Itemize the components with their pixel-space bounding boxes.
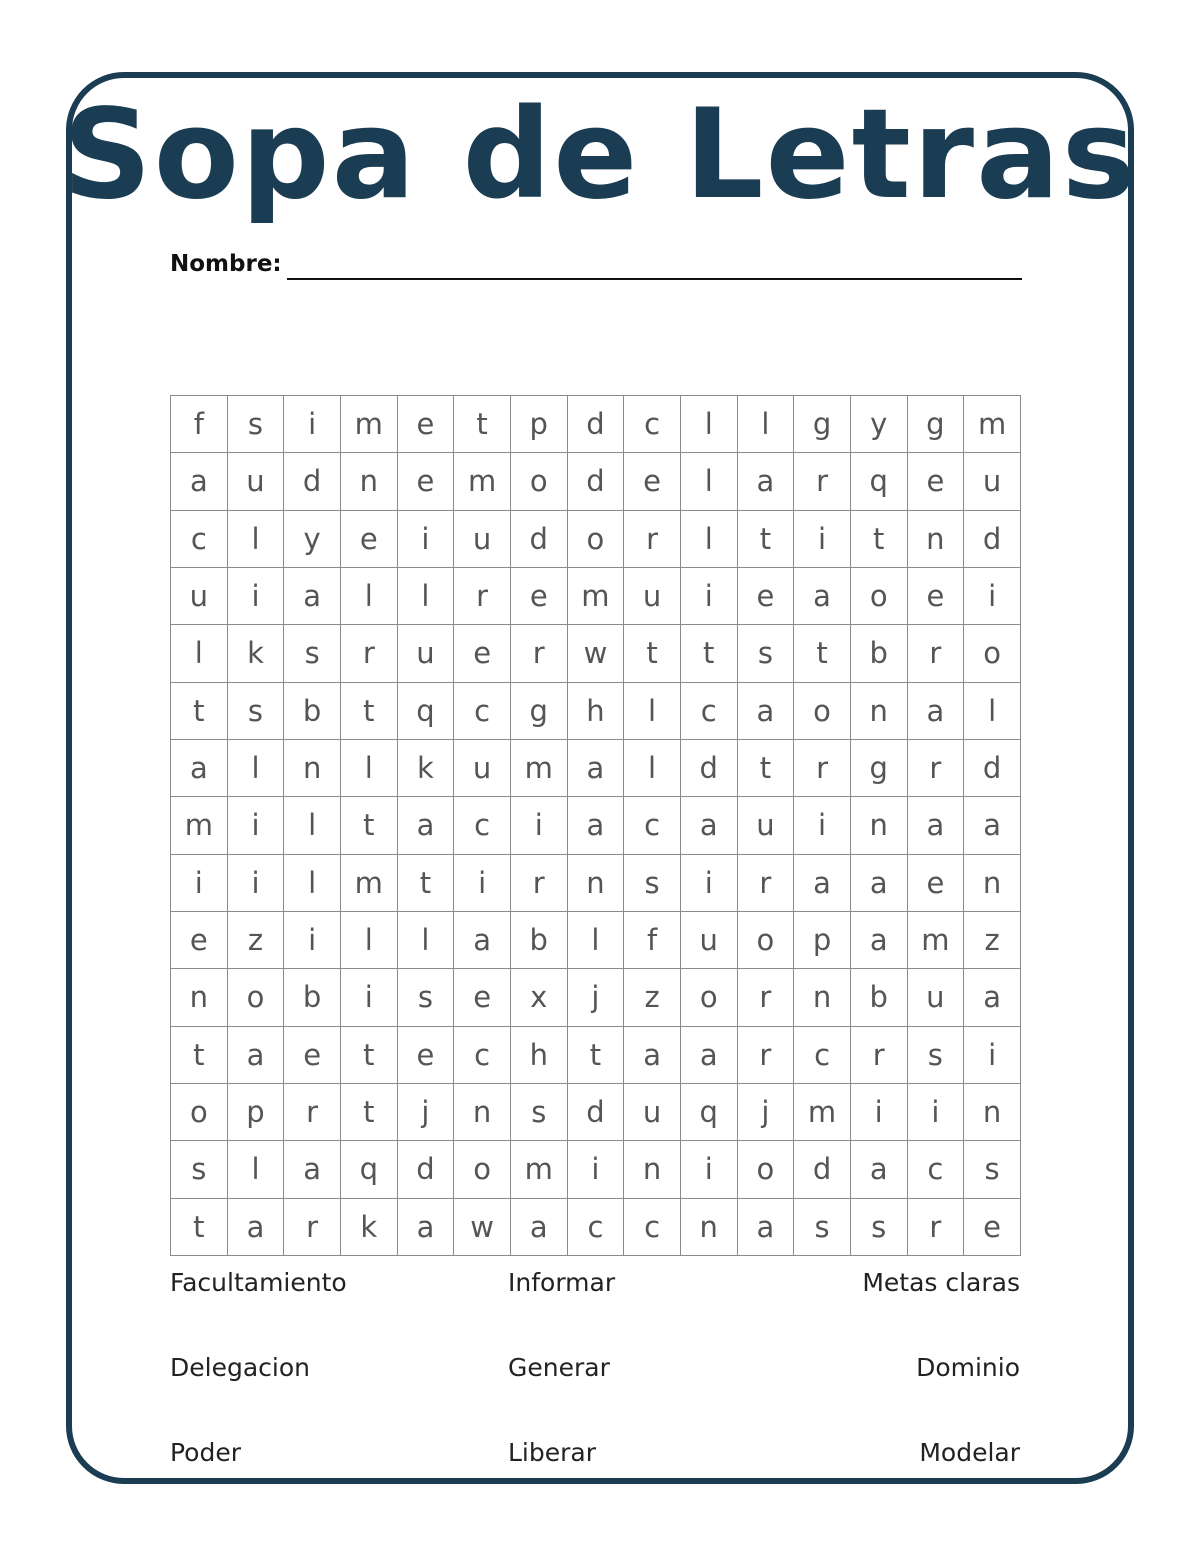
word-item: Facultamiento bbox=[170, 1268, 347, 1297]
grid-cell[interactable]: m bbox=[964, 396, 1021, 453]
grid-cell[interactable]: o bbox=[227, 969, 284, 1026]
word-item: Informar bbox=[508, 1268, 616, 1297]
grid-cell[interactable]: i bbox=[454, 854, 511, 911]
grid-cell[interactable]: a bbox=[397, 797, 454, 854]
grid-cell[interactable]: p bbox=[794, 911, 851, 968]
grid-cell[interactable]: i bbox=[567, 1141, 624, 1198]
grid-cell[interactable]: u bbox=[907, 969, 964, 1026]
word-item: Metas claras bbox=[862, 1268, 1020, 1297]
grid-cell[interactable]: x bbox=[510, 969, 567, 1026]
grid-cell[interactable]: n bbox=[454, 1083, 511, 1140]
grid-cell[interactable]: t bbox=[567, 1026, 624, 1083]
grid-cell[interactable]: d bbox=[567, 453, 624, 510]
grid-cell[interactable]: i bbox=[964, 567, 1021, 624]
grid-cell[interactable]: m bbox=[510, 1141, 567, 1198]
grid-cell[interactable]: b bbox=[284, 682, 341, 739]
grid-row bbox=[171, 739, 1021, 796]
grid-cell[interactable]: r bbox=[907, 739, 964, 796]
grid-cell[interactable]: r bbox=[794, 739, 851, 796]
grid-cell[interactable]: s bbox=[227, 396, 284, 453]
grid-cell[interactable]: i bbox=[171, 854, 228, 911]
grid-cell[interactable]: i bbox=[397, 510, 454, 567]
grid-cell[interactable]: e bbox=[624, 453, 681, 510]
grid-cell[interactable]: e bbox=[907, 567, 964, 624]
grid-cell[interactable]: e bbox=[907, 854, 964, 911]
grid-cell[interactable]: c bbox=[907, 1141, 964, 1198]
grid-cell[interactable]: e bbox=[284, 1026, 341, 1083]
grid-cell[interactable]: a bbox=[284, 1141, 341, 1198]
grid-cell[interactable]: s bbox=[737, 625, 794, 682]
grid-cell[interactable]: d bbox=[567, 396, 624, 453]
grid-cell[interactable]: m bbox=[340, 854, 397, 911]
grid-cell[interactable]: u bbox=[737, 797, 794, 854]
grid-cell[interactable]: s bbox=[171, 1141, 228, 1198]
grid-cell[interactable]: l bbox=[340, 739, 397, 796]
grid-cell[interactable]: m bbox=[907, 911, 964, 968]
grid-cell[interactable]: r bbox=[284, 1198, 341, 1255]
grid-cell[interactable]: l bbox=[624, 682, 681, 739]
grid-row bbox=[171, 854, 1021, 911]
grid-cell[interactable]: l bbox=[567, 911, 624, 968]
word-item: Dominio bbox=[916, 1353, 1020, 1382]
grid-cell[interactable]: m bbox=[567, 567, 624, 624]
grid-cell[interactable]: r bbox=[510, 625, 567, 682]
grid-cell[interactable]: g bbox=[510, 682, 567, 739]
grid-cell[interactable]: l bbox=[171, 625, 228, 682]
grid-cell[interactable]: l bbox=[397, 911, 454, 968]
grid-cell[interactable]: h bbox=[567, 682, 624, 739]
grid-cell[interactable]: w bbox=[567, 625, 624, 682]
grid-cell[interactable]: a bbox=[907, 797, 964, 854]
grid-cell[interactable]: h bbox=[510, 1026, 567, 1083]
grid-cell[interactable]: r bbox=[850, 1026, 907, 1083]
word-item: Delegacion bbox=[170, 1353, 310, 1382]
grid-cell[interactable]: y bbox=[284, 510, 341, 567]
grid-cell[interactable]: a bbox=[737, 682, 794, 739]
grid-cell[interactable]: n bbox=[680, 1198, 737, 1255]
name-input-line[interactable] bbox=[287, 278, 1022, 280]
grid-cell[interactable]: r bbox=[284, 1083, 341, 1140]
grid-cell[interactable]: w bbox=[454, 1198, 511, 1255]
grid-cell[interactable]: c bbox=[624, 797, 681, 854]
grid-cell[interactable]: q bbox=[397, 682, 454, 739]
grid-cell[interactable]: a bbox=[850, 854, 907, 911]
grid-cell[interactable]: a bbox=[171, 739, 228, 796]
grid-cell[interactable]: a bbox=[737, 453, 794, 510]
grid-cell[interactable]: m bbox=[794, 1083, 851, 1140]
grid-cell[interactable]: s bbox=[397, 969, 454, 1026]
word-item: Modelar bbox=[919, 1438, 1020, 1467]
grid-cell[interactable]: i bbox=[680, 1141, 737, 1198]
grid-cell[interactable]: c bbox=[794, 1026, 851, 1083]
grid-cell[interactable]: n bbox=[794, 969, 851, 1026]
grid-cell[interactable]: n bbox=[284, 739, 341, 796]
grid-cell[interactable]: a bbox=[850, 911, 907, 968]
grid-cell[interactable]: k bbox=[397, 739, 454, 796]
grid-cell[interactable]: o bbox=[680, 969, 737, 1026]
grid-cell[interactable]: i bbox=[794, 510, 851, 567]
grid-cell[interactable]: u bbox=[624, 567, 681, 624]
grid-row bbox=[171, 682, 1021, 739]
grid-cell[interactable]: b bbox=[510, 911, 567, 968]
grid-cell[interactable]: i bbox=[340, 969, 397, 1026]
grid-cell[interactable]: n bbox=[340, 453, 397, 510]
grid-cell[interactable]: g bbox=[907, 396, 964, 453]
grid-cell[interactable]: c bbox=[567, 1198, 624, 1255]
grid-row bbox=[171, 625, 1021, 682]
grid-cell[interactable]: o bbox=[794, 682, 851, 739]
grid-cell[interactable]: i bbox=[510, 797, 567, 854]
grid-cell[interactable]: l bbox=[737, 396, 794, 453]
grid-cell[interactable]: u bbox=[171, 567, 228, 624]
grid-cell[interactable]: m bbox=[171, 797, 228, 854]
grid-cell[interactable]: i bbox=[794, 797, 851, 854]
grid-cell[interactable]: j bbox=[567, 969, 624, 1026]
grid-cell[interactable]: k bbox=[227, 625, 284, 682]
grid-cell[interactable]: d bbox=[964, 510, 1021, 567]
grid-cell[interactable]: a bbox=[227, 1026, 284, 1083]
grid-cell[interactable]: a bbox=[964, 969, 1021, 1026]
grid-cell[interactable]: t bbox=[794, 625, 851, 682]
grid-row bbox=[171, 797, 1021, 854]
grid-cell[interactable]: b bbox=[284, 969, 341, 1026]
grid-cell[interactable]: n bbox=[624, 1141, 681, 1198]
grid-cell[interactable]: l bbox=[227, 510, 284, 567]
grid-cell[interactable]: l bbox=[680, 510, 737, 567]
grid-cell[interactable]: i bbox=[850, 1083, 907, 1140]
grid-row bbox=[171, 510, 1021, 567]
grid-cell[interactable]: j bbox=[397, 1083, 454, 1140]
grid-cell[interactable]: r bbox=[907, 1198, 964, 1255]
grid-cell[interactable]: m bbox=[340, 396, 397, 453]
grid-cell[interactable]: t bbox=[171, 1026, 228, 1083]
grid-cell[interactable]: a bbox=[284, 567, 341, 624]
grid-cell[interactable]: d bbox=[964, 739, 1021, 796]
grid-cell[interactable]: t bbox=[454, 396, 511, 453]
grid-cell[interactable]: r bbox=[737, 1026, 794, 1083]
grid-cell[interactable]: l bbox=[227, 739, 284, 796]
grid-cell[interactable]: o bbox=[850, 567, 907, 624]
grid-cell[interactable]: i bbox=[680, 854, 737, 911]
grid-cell[interactable]: n bbox=[964, 1083, 1021, 1140]
grid-cell[interactable]: c bbox=[454, 797, 511, 854]
word-item: Poder bbox=[170, 1438, 242, 1467]
grid-cell[interactable]: d bbox=[284, 453, 341, 510]
grid-cell[interactable]: l bbox=[284, 797, 341, 854]
grid-cell[interactable]: a bbox=[680, 1026, 737, 1083]
grid-cell[interactable]: t bbox=[171, 1198, 228, 1255]
grid-cell[interactable]: n bbox=[964, 854, 1021, 911]
grid-cell[interactable]: t bbox=[680, 625, 737, 682]
grid-cell[interactable]: k bbox=[340, 1198, 397, 1255]
grid-cell[interactable]: t bbox=[737, 739, 794, 796]
grid-cell[interactable]: u bbox=[454, 510, 511, 567]
grid-cell[interactable]: s bbox=[964, 1141, 1021, 1198]
grid-cell[interactable]: i bbox=[964, 1026, 1021, 1083]
grid-cell[interactable]: c bbox=[624, 396, 681, 453]
grid-cell[interactable]: u bbox=[397, 625, 454, 682]
grid-cell[interactable]: e bbox=[907, 453, 964, 510]
grid-cell[interactable]: s bbox=[794, 1198, 851, 1255]
grid-cell[interactable]: n bbox=[171, 969, 228, 1026]
grid-cell[interactable]: e bbox=[340, 510, 397, 567]
grid-cell[interactable]: b bbox=[850, 625, 907, 682]
grid-cell[interactable]: t bbox=[340, 1083, 397, 1140]
grid-row bbox=[171, 911, 1021, 968]
grid-cell[interactable]: d bbox=[680, 739, 737, 796]
grid-cell[interactable]: n bbox=[907, 510, 964, 567]
grid-cell[interactable]: u bbox=[964, 453, 1021, 510]
grid-cell[interactable]: t bbox=[171, 682, 228, 739]
grid-cell[interactable]: d bbox=[567, 1083, 624, 1140]
grid-cell[interactable]: u bbox=[624, 1083, 681, 1140]
grid-cell[interactable]: e bbox=[397, 1026, 454, 1083]
word-list bbox=[170, 1263, 1020, 1473]
grid-cell[interactable]: l bbox=[227, 1141, 284, 1198]
grid-cell[interactable]: r bbox=[794, 453, 851, 510]
page-title: Sopa de Letras bbox=[62, 83, 1138, 227]
grid-cell[interactable]: a bbox=[624, 1026, 681, 1083]
grid-cell[interactable]: a bbox=[454, 911, 511, 968]
grid-cell[interactable]: a bbox=[397, 1198, 454, 1255]
word-item: Liberar bbox=[508, 1438, 597, 1467]
grid-cell[interactable]: z bbox=[964, 911, 1021, 968]
grid-cell[interactable]: c bbox=[454, 1026, 511, 1083]
grid-cell[interactable]: l bbox=[397, 567, 454, 624]
grid-row bbox=[171, 396, 1021, 453]
grid-cell[interactable]: t bbox=[624, 625, 681, 682]
grid-cell[interactable]: i bbox=[680, 567, 737, 624]
grid-cell[interactable]: i bbox=[227, 797, 284, 854]
grid-cell[interactable]: o bbox=[454, 1141, 511, 1198]
grid-cell[interactable]: o bbox=[510, 453, 567, 510]
grid-cell[interactable]: p bbox=[227, 1083, 284, 1140]
grid-cell[interactable]: q bbox=[850, 453, 907, 510]
grid-cell[interactable]: e bbox=[964, 1198, 1021, 1255]
grid-cell[interactable]: l bbox=[680, 453, 737, 510]
grid-cell[interactable]: i bbox=[227, 567, 284, 624]
grid-cell[interactable]: s bbox=[284, 625, 341, 682]
grid-cell[interactable]: a bbox=[794, 854, 851, 911]
grid-cell[interactable]: f bbox=[624, 911, 681, 968]
grid-cell[interactable]: m bbox=[510, 739, 567, 796]
grid-cell[interactable]: a bbox=[567, 797, 624, 854]
grid-cell[interactable]: t bbox=[340, 797, 397, 854]
grid-cell[interactable]: t bbox=[397, 854, 454, 911]
grid-cell[interactable]: a bbox=[567, 739, 624, 796]
grid-cell[interactable]: a bbox=[907, 682, 964, 739]
grid-cell[interactable]: b bbox=[850, 969, 907, 1026]
grid-cell[interactable]: a bbox=[171, 453, 228, 510]
grid-cell[interactable]: i bbox=[284, 911, 341, 968]
grid-cell[interactable]: o bbox=[567, 510, 624, 567]
grid-cell[interactable]: t bbox=[850, 510, 907, 567]
grid-cell[interactable]: a bbox=[737, 1198, 794, 1255]
grid-cell[interactable]: d bbox=[510, 510, 567, 567]
grid-cell[interactable]: e bbox=[397, 453, 454, 510]
grid-cell[interactable]: i bbox=[284, 396, 341, 453]
grid-row bbox=[171, 969, 1021, 1026]
grid-cell[interactable]: l bbox=[624, 739, 681, 796]
grid-cell[interactable]: i bbox=[907, 1083, 964, 1140]
grid-cell[interactable]: r bbox=[340, 625, 397, 682]
grid-row bbox=[171, 1083, 1021, 1140]
grid-cell[interactable]: s bbox=[510, 1083, 567, 1140]
grid-cell[interactable]: g bbox=[850, 739, 907, 796]
grid-cell[interactable]: a bbox=[964, 797, 1021, 854]
grid-cell[interactable]: a bbox=[227, 1198, 284, 1255]
grid-cell[interactable]: l bbox=[964, 682, 1021, 739]
grid-cell[interactable]: z bbox=[227, 911, 284, 968]
grid-cell[interactable]: d bbox=[397, 1141, 454, 1198]
grid-cell[interactable]: z bbox=[624, 969, 681, 1026]
grid-cell[interactable]: c bbox=[624, 1198, 681, 1255]
grid-cell[interactable]: a bbox=[510, 1198, 567, 1255]
grid-cell[interactable]: a bbox=[850, 1141, 907, 1198]
grid-cell[interactable]: a bbox=[680, 797, 737, 854]
name-label: Nombre: bbox=[170, 251, 282, 277]
grid-cell[interactable]: e bbox=[737, 567, 794, 624]
grid-cell[interactable]: l bbox=[284, 854, 341, 911]
grid-cell[interactable]: e bbox=[454, 625, 511, 682]
grid-cell[interactable]: s bbox=[227, 682, 284, 739]
grid-cell[interactable]: o bbox=[964, 625, 1021, 682]
grid-cell[interactable]: m bbox=[454, 453, 511, 510]
grid-row bbox=[171, 453, 1021, 510]
grid-cell[interactable]: e bbox=[171, 911, 228, 968]
grid-cell[interactable]: q bbox=[340, 1141, 397, 1198]
grid-cell[interactable]: e bbox=[397, 396, 454, 453]
grid-row bbox=[171, 1026, 1021, 1083]
grid-cell[interactable]: l bbox=[340, 911, 397, 968]
grid-cell[interactable]: u bbox=[454, 739, 511, 796]
grid-cell[interactable]: r bbox=[454, 567, 511, 624]
grid-row bbox=[171, 567, 1021, 624]
grid-cell[interactable]: e bbox=[454, 969, 511, 1026]
grid-cell[interactable]: q bbox=[680, 1083, 737, 1140]
name-row bbox=[170, 248, 1022, 282]
word-item: Generar bbox=[508, 1353, 610, 1382]
grid-cell[interactable]: c bbox=[171, 510, 228, 567]
grid-cell[interactable]: i bbox=[227, 854, 284, 911]
grid-cell[interactable]: o bbox=[171, 1083, 228, 1140]
grid-cell[interactable]: o bbox=[737, 1141, 794, 1198]
letter-grid bbox=[170, 395, 1021, 1256]
grid-cell[interactable]: y bbox=[850, 396, 907, 453]
grid-cell[interactable]: t bbox=[340, 1026, 397, 1083]
grid-cell[interactable]: f bbox=[171, 396, 228, 453]
grid-cell[interactable]: s bbox=[624, 854, 681, 911]
grid-cell[interactable]: o bbox=[737, 911, 794, 968]
grid-cell[interactable]: c bbox=[680, 682, 737, 739]
grid-cell[interactable]: r bbox=[737, 854, 794, 911]
grid-cell[interactable]: e bbox=[510, 567, 567, 624]
grid-cell[interactable]: s bbox=[850, 1198, 907, 1255]
grid-cell[interactable]: u bbox=[680, 911, 737, 968]
grid-cell[interactable]: l bbox=[680, 396, 737, 453]
grid-cell[interactable]: u bbox=[227, 453, 284, 510]
grid-cell[interactable]: n bbox=[850, 682, 907, 739]
grid-cell[interactable]: c bbox=[454, 682, 511, 739]
grid-cell[interactable]: j bbox=[737, 1083, 794, 1140]
grid-cell[interactable]: d bbox=[794, 1141, 851, 1198]
grid-row bbox=[171, 1198, 1021, 1255]
grid-row bbox=[171, 1141, 1021, 1198]
grid-cell[interactable]: l bbox=[340, 567, 397, 624]
grid-cell[interactable]: r bbox=[510, 854, 567, 911]
grid-cell[interactable]: n bbox=[850, 797, 907, 854]
grid-cell[interactable]: r bbox=[624, 510, 681, 567]
grid-cell[interactable]: n bbox=[567, 854, 624, 911]
grid-cell[interactable]: r bbox=[737, 969, 794, 1026]
grid-cell[interactable]: t bbox=[340, 682, 397, 739]
grid-cell[interactable]: p bbox=[510, 396, 567, 453]
grid-cell[interactable]: s bbox=[907, 1026, 964, 1083]
grid-cell[interactable]: a bbox=[794, 567, 851, 624]
grid-cell[interactable]: r bbox=[907, 625, 964, 682]
grid-cell[interactable]: g bbox=[794, 396, 851, 453]
grid-cell[interactable]: t bbox=[737, 510, 794, 567]
